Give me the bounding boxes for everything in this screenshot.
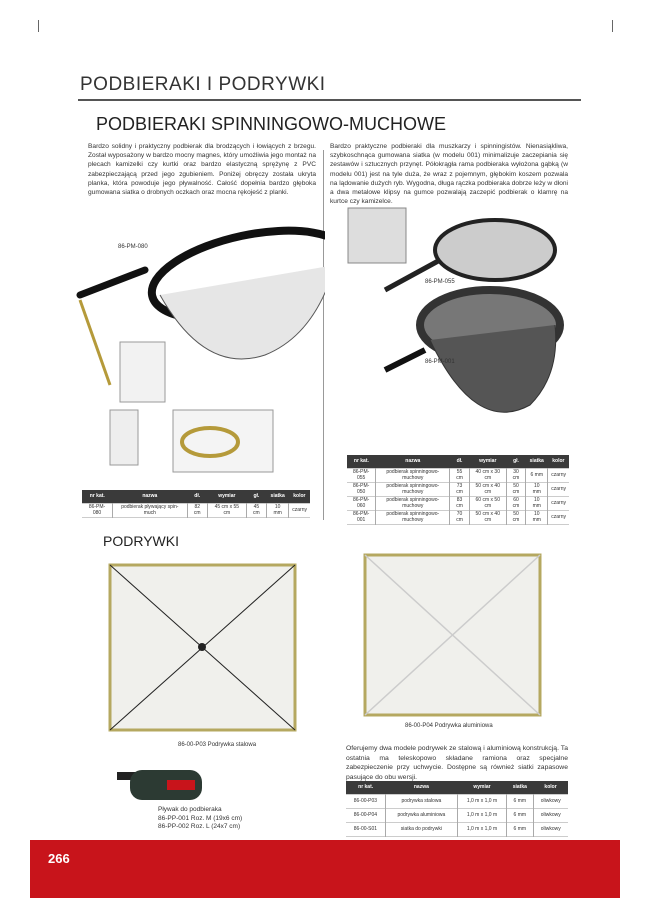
- cell: 83 cm: [450, 496, 470, 510]
- col-header: nazwa: [376, 455, 450, 468]
- col-header: wymiar: [457, 781, 506, 794]
- col-header: dł.: [187, 490, 207, 503]
- col-header: wymiar: [469, 455, 506, 468]
- cell: 86-00-S01: [353, 826, 378, 832]
- cell: 50 cm: [506, 482, 526, 496]
- cell: 45 cm: [246, 503, 266, 517]
- table-row: [347, 496, 569, 510]
- section-title: PODBIERAKI SPINNINGOWO-MUCHOWE: [96, 114, 447, 134]
- cell: 10 mm: [267, 503, 289, 517]
- cell: 70 cm: [450, 510, 470, 524]
- cell: 50 cm x 40 cm: [469, 482, 506, 496]
- cell: 60 cm: [506, 496, 526, 510]
- cell: oliwkowy: [533, 808, 568, 822]
- label-pm055: 86-PM-055: [425, 279, 455, 285]
- label-pm080: 86-PM-080: [118, 244, 148, 250]
- cell: podbierak spinningowo-muchowy: [376, 510, 450, 524]
- cell: 55 cm: [450, 468, 470, 482]
- caption-steel: 86-00-P03 Podrywka stalowa: [178, 742, 257, 748]
- col-header: kolor: [289, 490, 310, 503]
- float-caption: [158, 806, 242, 832]
- col-header: nazwa: [385, 781, 457, 794]
- cell: 6 mm: [526, 468, 548, 482]
- cell: czarny: [548, 496, 569, 510]
- table-row: [347, 482, 569, 496]
- footer-bar: [30, 840, 620, 898]
- col-header: dł.: [450, 455, 470, 468]
- float-caption-line: 86-PP-001 Roz. M (19x6 cm): [158, 814, 243, 822]
- page-title: PODBIERAKI I PODRYWKI: [80, 74, 326, 95]
- caption-aluminium: 86-00-P04 Podrywka aluminiowa: [405, 723, 493, 729]
- cell: 86-PM-080: [88, 504, 106, 516]
- col-header: nr kat.: [347, 455, 376, 468]
- col-header: nr kat.: [346, 781, 385, 794]
- table-row: [346, 794, 568, 808]
- cell: 10 mm: [526, 510, 548, 524]
- spec-table-pm080: [82, 490, 310, 518]
- landing-nets-pm055-pm001-image: [345, 205, 570, 455]
- section-title-podrywki: PODRYWKI: [103, 533, 179, 549]
- lift-net-steel-image: [95, 555, 310, 740]
- float-caption-line: 86-PP-002 Roz. L (24x7 cm): [158, 823, 241, 830]
- col-header: siatka: [526, 455, 548, 468]
- col-header: kolor: [548, 455, 569, 468]
- cell: 50 cm x 40 cm: [469, 510, 506, 524]
- float-caption-line: Pływak do podbieraka: [158, 806, 222, 813]
- col-header: kolor: [533, 781, 568, 794]
- crop-mark: [38, 20, 39, 32]
- cell: 1,0 m x 1,0 m: [457, 794, 506, 808]
- table-row: [347, 468, 569, 482]
- cell: czarny: [289, 503, 310, 517]
- cell: siatka do podrywki: [385, 822, 457, 836]
- cell: 30 cm: [506, 468, 526, 482]
- cell: 60 cm x 50 cm: [469, 496, 506, 510]
- page-number: 266: [48, 851, 70, 866]
- col-header: nazwa: [113, 490, 187, 503]
- cell: podbierak pływający spin-much: [113, 503, 187, 517]
- cell: 40 cm x 30 cm: [469, 468, 506, 482]
- cell: podbierak spinningowo-muchowy: [376, 482, 450, 496]
- podrywki-description: Oferujemy dwa modele podrywek ze stalową i aluminiową konstrukcją. Ta ostatnia ma teleskopowo składane ramiona oraz specjalne zabezpieczenie przy uchwycie. Dostępne są również siatki zapasowe pasujące do obu wersji.: [346, 745, 568, 781]
- spec-table-pm: [347, 455, 569, 525]
- landing-net-pm080-image: [65, 205, 325, 485]
- col-header: nr kat.: [82, 490, 113, 503]
- table-row: [347, 510, 569, 524]
- cell: 86-PM-050: [352, 483, 370, 495]
- left-description: Bardzo solidny i praktyczny podbierak dla brodzących i łowiących z brzegu. Został wyposażony w bardzo mocny magnes, który umożliwia jego montaż na plecach kamizelki czy kurtki oraz bardzo elastyczną sprężynę z PVC zabezpieczającą przed jego zgubieniem. Poniżej obręczy została ukryta planka, która powoduje jego pływalność. Całość dopełnia bardzo głęboka gumowana siatka o drobnych oczkach oraz mocna rękojeść z planki.: [88, 143, 316, 197]
- cell: 86-PM-060: [352, 497, 370, 509]
- cell: podbierak spinningowo-muchowy: [376, 468, 450, 482]
- cell: 10 mm: [526, 496, 548, 510]
- col-header: wymiar: [207, 490, 246, 503]
- cell: czarny: [548, 510, 569, 524]
- cell: 73 cm: [450, 482, 470, 496]
- cell: 86-00-P04: [353, 812, 378, 818]
- cell: podrywka stalowa: [385, 794, 457, 808]
- crop-mark: [612, 20, 613, 32]
- cell: 6 mm: [507, 822, 534, 836]
- cell: 45 cm x 55 cm: [207, 503, 246, 517]
- float-image: [115, 768, 205, 803]
- cell: 1,0 m x 1,0 m: [457, 822, 506, 836]
- cell: 6 mm: [507, 808, 534, 822]
- cell: czarny: [548, 468, 569, 482]
- table-row: [346, 822, 568, 836]
- col-header: siatka: [507, 781, 534, 794]
- cell: 82 cm: [187, 503, 207, 517]
- col-header: gł.: [246, 490, 266, 503]
- cell: 86-00-P03: [353, 798, 378, 804]
- right-description: Bardzo praktyczne podbieraki dla muszkarzy i spinningistów. Nienasiąkliwa, szybkoschnąca gumowana siatka (w modelu 001) minimalizuje zaczepiania się zestawów i sztucznych przynęt. Półokrągła rama podbieraka wyłożona gąbką (w modelu 001) jest na tyle duża, że wraz z pojemnym, głębokim koszem pozwala na lądowanie dużych ryb. Wygodna, długa rączka podbieraka dobrze leży w dłoni a dwa metalowe klipsy na gumce pozwalają zaczepić podbierak o klamrę na kurtce czy kamizelce.: [330, 143, 568, 206]
- cell: 6 mm: [507, 794, 534, 808]
- cell: podbierak spinningowo-muchowy: [376, 496, 450, 510]
- col-header: gł.: [506, 455, 526, 468]
- cell: podrywka aluminiowa: [385, 808, 457, 822]
- table-row: [82, 503, 310, 517]
- cell: czarny: [548, 482, 569, 496]
- cell: 86-PM-001: [352, 511, 370, 523]
- cell: oliwkowy: [533, 794, 568, 808]
- spec-table-podrywki: [346, 781, 568, 837]
- cell: 10 mm: [526, 482, 548, 496]
- title-rule: [78, 99, 581, 101]
- label-pm001: 86-PM-001: [425, 359, 455, 365]
- cell: 86-PM-055: [352, 469, 370, 481]
- lift-net-aluminium-image: [350, 545, 550, 725]
- cell: oliwkowy: [533, 822, 568, 836]
- table-row: [346, 808, 568, 822]
- col-header: siatka: [267, 490, 289, 503]
- cell: 50 cm: [506, 510, 526, 524]
- cell: 1,0 m x 1,0 m: [457, 808, 506, 822]
